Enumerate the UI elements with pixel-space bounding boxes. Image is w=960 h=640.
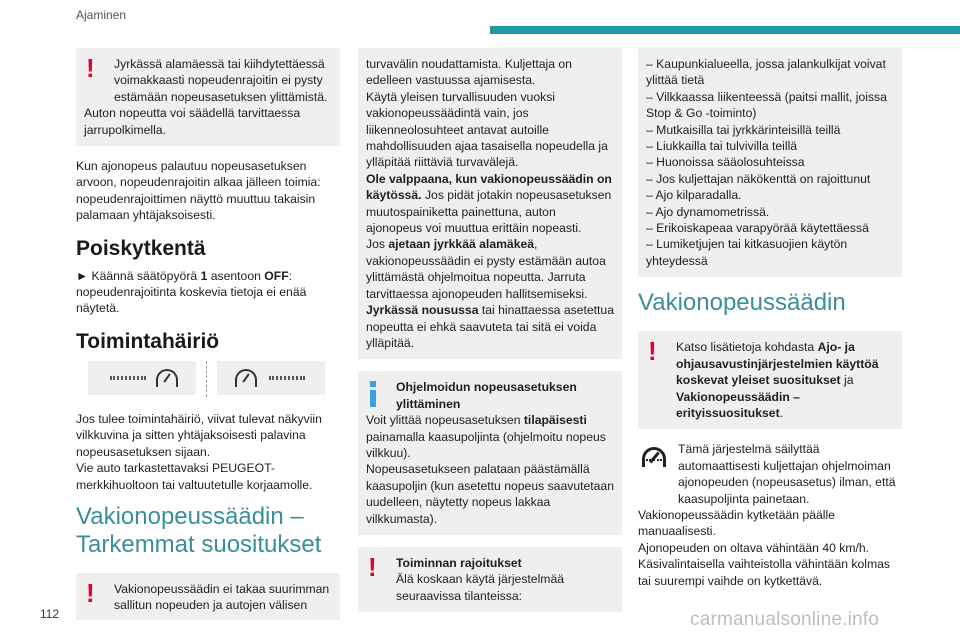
heading-switch-off: Poiskytkentä	[76, 236, 206, 260]
cc-text: Käsivalintaisella vaihteistolla vähintään kolmas tai suurempi vaihde on kytkettävä.	[638, 557, 891, 588]
warning-text-2: Auton nopeutta voi säädellä tarvittaessa jarrupolkimella.	[84, 106, 301, 137]
gauge-icon	[235, 369, 257, 387]
divider	[206, 361, 207, 397]
list-item: – Kaupunkialueella, jossa jalankulkijat voivat ylittää tietä	[646, 57, 886, 88]
warning-box-cruise	[76, 573, 340, 620]
chapter-title: Ajaminen	[76, 8, 127, 22]
warning-icon: !	[368, 551, 377, 582]
cc-text: Vakionopeussäädin kytketään päälle manuaalisesti.	[638, 507, 835, 539]
box-line: turvavälin noudattamista. Kuljettaja on edelleen vastuussa ajamisesta.	[366, 57, 572, 88]
warning-text: Vakionopeussäädin ei takaa suurimman sallitun nopeuden ja autojen välisen	[114, 581, 330, 613]
warning-icon: !	[86, 53, 95, 83]
list-item: – Mutkaisilla tai jyrkkärinteisillä teillä	[646, 122, 841, 137]
arrow-icon: ►	[76, 268, 89, 283]
box-line: Ole valppaana, kun vakionopeussäädin on käytössä. Jos pidät jotakin nopeusasetuksen muutospainiketta painettuna, auton ajonopeus voi muuttua erittäin nopeasti.	[366, 171, 612, 236]
box-line: Jyrkässä nousussa tai hinattaessa asetettua nopeutta ei ehkä saavuteta tai sitä ei voida ylläpitää.	[366, 303, 614, 350]
page-number: 112	[40, 607, 60, 621]
column-1	[76, 48, 340, 632]
reference-text: Katso lisätietoja kohdasta Ajo- ja ohjausavustinjärjestelmien käyttöä koskevat yleiset suositukset ja Vakionopeussäädin – erityissuositukset.	[676, 340, 879, 420]
header-accent-bar	[490, 26, 960, 34]
box-line: Jos ajetaan jyrkkää alamäkeä, vakionopeussäädin ei pysty estämään autoa ylittämästä ohjelmoitua nopeutta. Jarruta tarvittaessa ajonopeuden hallitsemiseksi.	[366, 237, 606, 301]
column-3	[638, 48, 902, 589]
heading-cruise-control: Vakionopeussäädin	[638, 289, 846, 317]
list-item: – Lumiketjujen tai kitkasuojien käytön yhteydessä	[646, 237, 848, 268]
watermark: carmanualsonline.info	[690, 609, 880, 630]
speed-limiter-fault-icon	[217, 361, 325, 395]
list-item: – Liukkailla tai tulvivilla teillä	[646, 139, 798, 154]
gauge-icon	[156, 369, 178, 387]
info-icon	[368, 381, 378, 407]
cc-text: Ajonopeuden on oltava vähintään 40 km/h.	[638, 540, 870, 555]
warning-icon: !	[648, 336, 657, 367]
heading-cruise-recommendations: Vakionopeussäädin – Tarkemmat suositukset	[76, 502, 322, 558]
malfunction-display-illustration	[88, 361, 340, 397]
info-box-exceed	[358, 371, 622, 535]
list-item: – Jos kuljettajan näkökenttä on rajoittunut	[646, 171, 871, 186]
list-item: – Vilkkaassa liikenteessä (paitsi mallit, joissa Stop & Go -toiminto)	[646, 89, 887, 121]
column-2	[358, 48, 622, 624]
paragraph-malfunction-2: Vie auto tarkastettavaksi PEUGEOT-merkkihuoltoon tai valtuutetulle korjaamolle.	[76, 461, 313, 492]
warning-text: Jyrkässä alamäessä tai kiihdytettäessä voimakkaasti nopeudenrajoitin ei pysty estämään nopeusasetuksen ylittämistä.	[114, 57, 328, 104]
warning-icon: !	[86, 577, 95, 608]
paragraph-speed-return: Kun ajonopeus palautuu nopeusasetuksen arvoon, nopeudenrajoitin alkaa jälleen toimia: nopeudenrajoittimen näyttö muuttuu takaisin palamaan yhtäjaksoisesti.	[76, 159, 321, 223]
warning-box-reference	[638, 331, 902, 429]
speed-limiter-fault-icon	[88, 361, 196, 395]
warning-box-continued	[358, 48, 622, 359]
cruise-control-icon	[638, 443, 670, 471]
limitations-text: Älä koskaan käytä järjestelmää seuraavissa tilanteissa:	[396, 572, 565, 603]
dashes-icon	[269, 376, 305, 380]
warning-box-limitations	[358, 547, 622, 612]
limitations-title: Toiminnan rajoitukset	[396, 555, 522, 570]
heading-malfunction: Toimintahäiriö	[76, 329, 220, 353]
list-item: – Erikoiskapeaa varapyörää käytettäessä	[646, 221, 869, 236]
info-text: Nopeusasetukseen palataan päästämällä kaasupoljin (kun asetettu nopeus saavutetaan uudelleen, näytetty nopeus lakkaa vilkkumasta).	[366, 462, 614, 526]
paragraph-malfunction: Jos tulee toimintahäiriö, viivat tulevat näkyviin vilkkuvina ja sitten yhtäjaksoisesti palavina nopeusasetuksen sijaan.	[76, 411, 322, 459]
list-item: – Huonoissa sääolosuhteissa	[646, 155, 805, 170]
box-line: Käytä yleisen turvallisuuden vuoksi vakionopeussäädintä vain, jos liikenneolosuhteet antavat autoille mahdollisuuden ajaa tasaisella nopeudella ja ylläpitää riittäviä turvavälejä.	[366, 89, 608, 170]
info-text: Voit ylittää nopeusasetuksen tilapäisesti painamalla kaasupoljinta (ohjelmoitu nopeus vilkkuu).	[366, 413, 606, 460]
cruise-control-description	[638, 441, 902, 589]
paragraph-switch-off: ► Käännä säätöpyörä 1 asentoon OFF: nopeudenrajoitinta koskevia tietoja ei enää näytetä.	[76, 268, 307, 316]
info-title: Ohjelmoidun nopeusasetuksen ylittäminen	[396, 380, 577, 411]
warning-box-downhill	[76, 48, 340, 146]
list-item: – Ajo dynamometrissä.	[646, 204, 770, 219]
list-item: – Ajo kilparadalla.	[646, 188, 742, 203]
limitations-list-box	[638, 48, 902, 277]
cc-text: Tämä järjestelmä säilyttää automaattisesti kuljettajan ohjelmoiman ajonopeuden (nopeusasetus) ilman, että kaasupoljinta painetaan.	[678, 442, 896, 506]
dashes-icon	[110, 376, 146, 380]
